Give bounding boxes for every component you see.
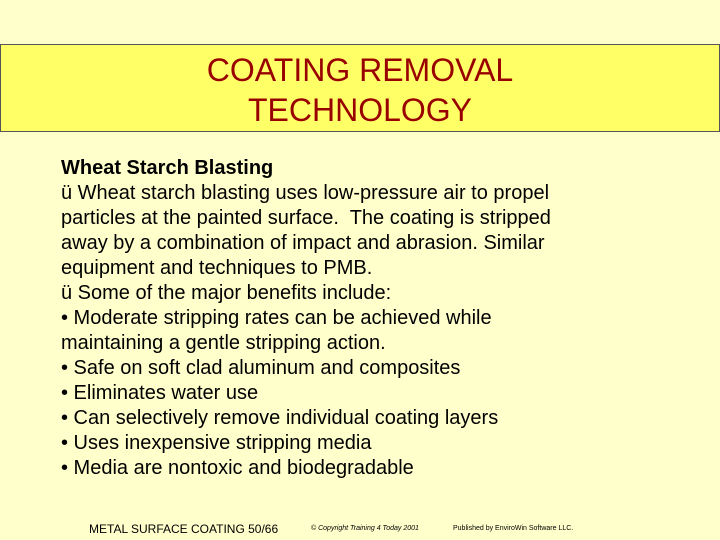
body-line: away by a combination of impact and abrasion. Similar (61, 232, 545, 254)
footer-publisher: Published by EnviroWin Software LLC. (453, 525, 574, 532)
body-line: • Moderate stripping rates can be achieved while (61, 307, 492, 329)
footer-copyright: © Copyright Training 4 Today 2001 (311, 525, 419, 532)
title-box (0, 44, 720, 132)
body-line: • Media are nontoxic and biodegradable (61, 457, 414, 479)
body-line: • Can selectively remove individual coating layers (61, 407, 499, 429)
body-line: maintaining a gentle stripping action. (61, 332, 386, 354)
body-line: • Uses inexpensive stripping media (61, 432, 372, 454)
body-line: equipment and techniques to PMB. (61, 257, 373, 279)
slide-body (61, 156, 711, 481)
body-line: particles at the painted surface. The coating is stripped (61, 207, 551, 229)
body-line: • Safe on soft clad aluminum and composites (61, 357, 461, 379)
slide-title-line-2: TECHNOLOGY (247, 92, 473, 128)
section-heading: Wheat Starch Blasting (61, 157, 274, 179)
body-line: ü Wheat starch blasting uses low-pressure air to propel (61, 182, 550, 204)
footer-slide-label: METAL SURFACE COATING 50/66 (89, 522, 279, 536)
slide-title-line-1: COATING REMOVAL (206, 52, 514, 88)
body-line: • Eliminates water use (61, 382, 259, 404)
body-line: ü Some of the major benefits include: (61, 282, 392, 304)
